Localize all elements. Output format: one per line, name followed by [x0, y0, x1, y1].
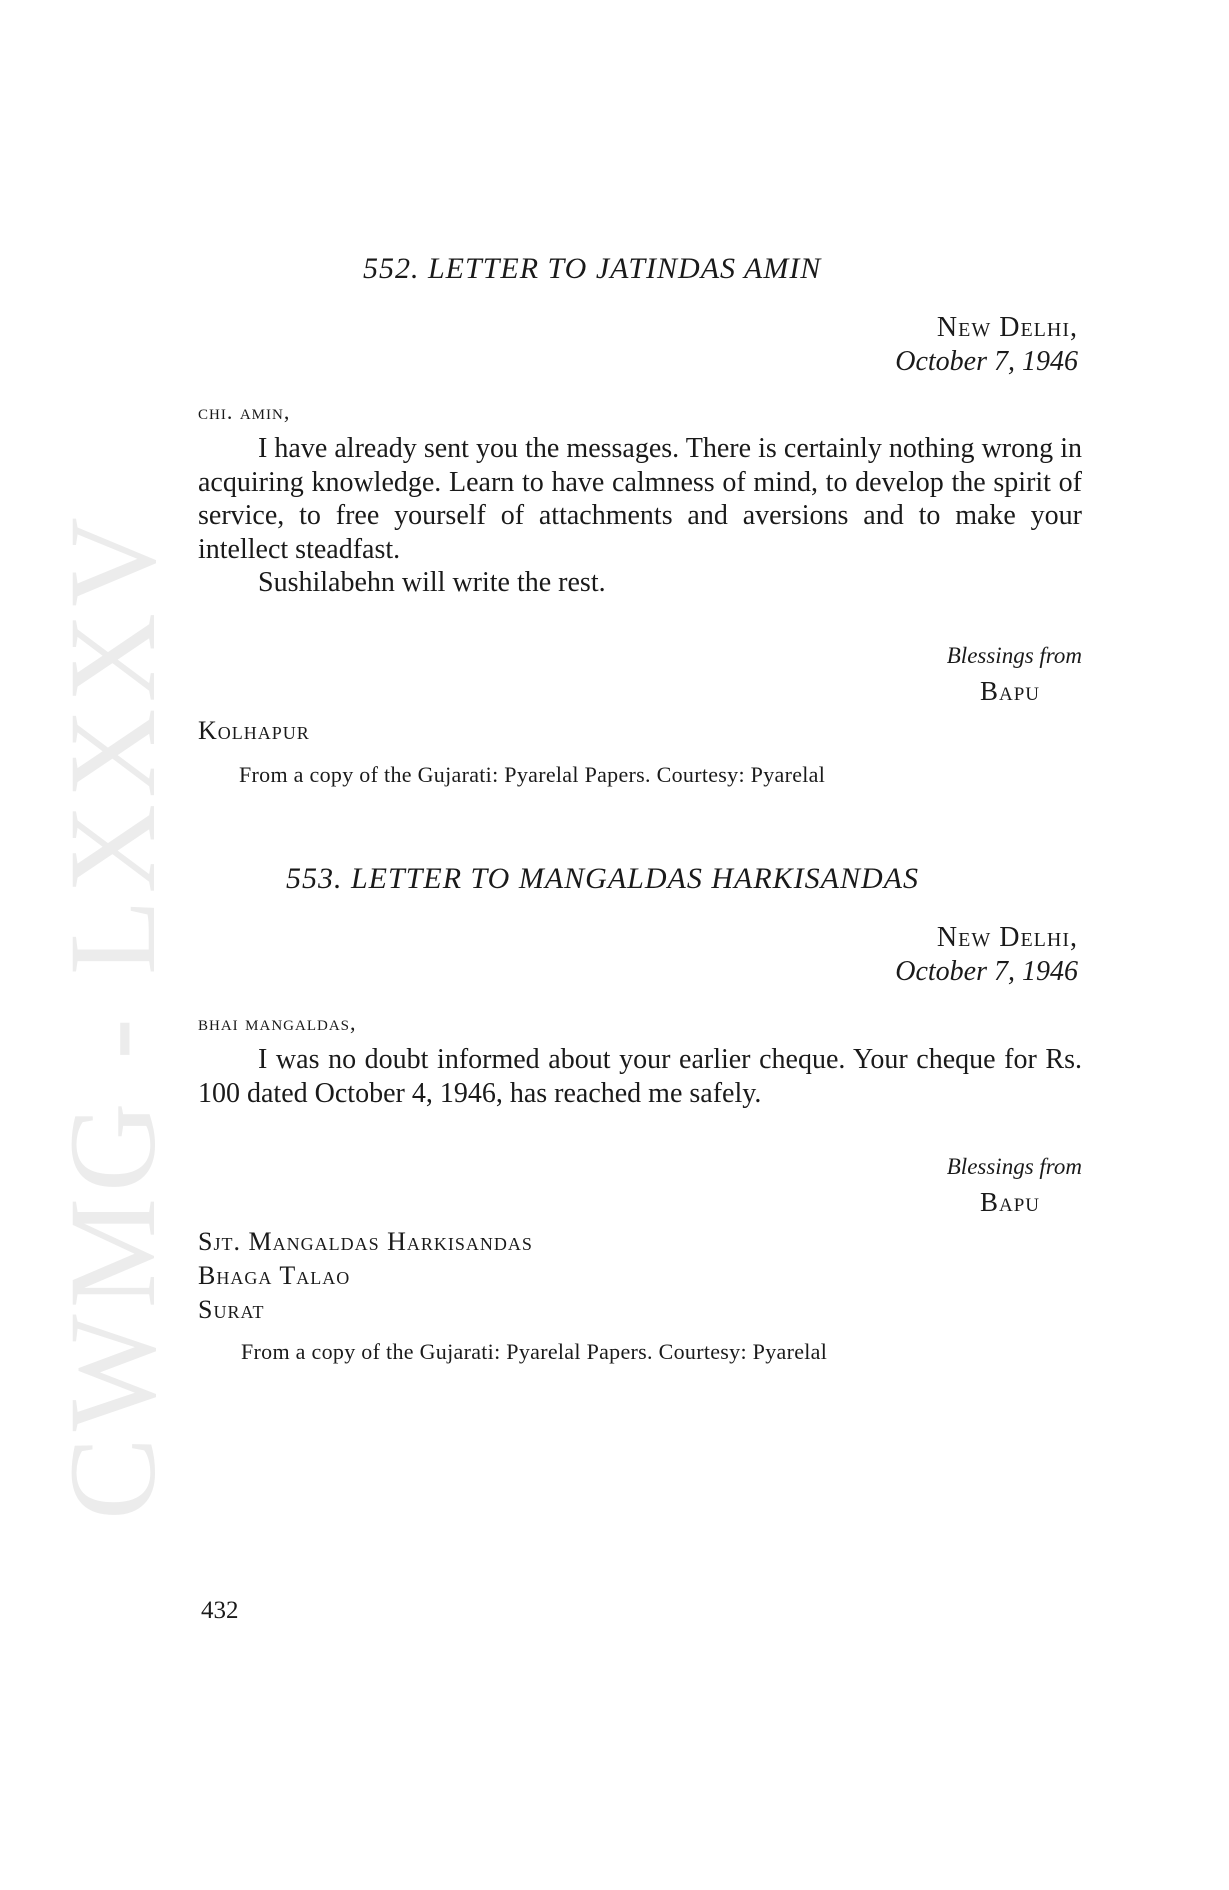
address-line: Bhaga Talao — [198, 1261, 351, 1290]
signature: Bapu — [979, 1187, 1040, 1217]
salutation: chi. amin, — [198, 399, 291, 424]
letter-date: October 7, 1946 — [895, 956, 1078, 987]
address-line: Kolhapur — [198, 716, 310, 745]
closing: Blessings from — [946, 643, 1082, 668]
paragraph: I was no doubt informed about your earlier cheque. Your cheque for Rs. 100 dated October 4, 1946, has reached me safely. — [198, 1044, 1082, 1109]
salutation: bhai mangaldas, — [198, 1010, 357, 1035]
letter-title: 553. LETTER TO MANGALDAS HARKISANDAS — [286, 862, 919, 895]
signature: Bapu — [979, 676, 1040, 706]
letter-place: New Delhi, — [936, 312, 1078, 343]
paragraph: I have already sent you the messages. There is certainly nothing wrong in acquiring knowledge. Learn to have calmness of mind, to develop the spirit of service, to free yourself of attachments and aversions and to make your intellect steadfast. — [198, 433, 1082, 565]
source-note: From a copy of the Gujarati: Pyarelal Papers. Courtesy: Pyarelal — [241, 1339, 828, 1364]
page-number: 432 — [201, 1597, 239, 1624]
watermark: CWMG - LXXXV — [44, 511, 181, 1520]
source-note: From a copy of the Gujarati: Pyarelal Papers. Courtesy: Pyarelal — [239, 762, 826, 787]
paragraph: Sushilabehn will write the rest. — [258, 567, 606, 598]
closing: Blessings from — [946, 1154, 1082, 1179]
letter-body — [198, 432, 1082, 600]
letter-title: 552. LETTER TO JATINDAS AMIN — [363, 252, 822, 285]
address-line: Surat — [198, 1295, 265, 1324]
letter-date: October 7, 1946 — [895, 346, 1078, 377]
letter-place: New Delhi, — [936, 922, 1078, 953]
address-line: Sjt. Mangaldas Harkisandas — [198, 1227, 533, 1256]
letter-body — [198, 1043, 1082, 1110]
